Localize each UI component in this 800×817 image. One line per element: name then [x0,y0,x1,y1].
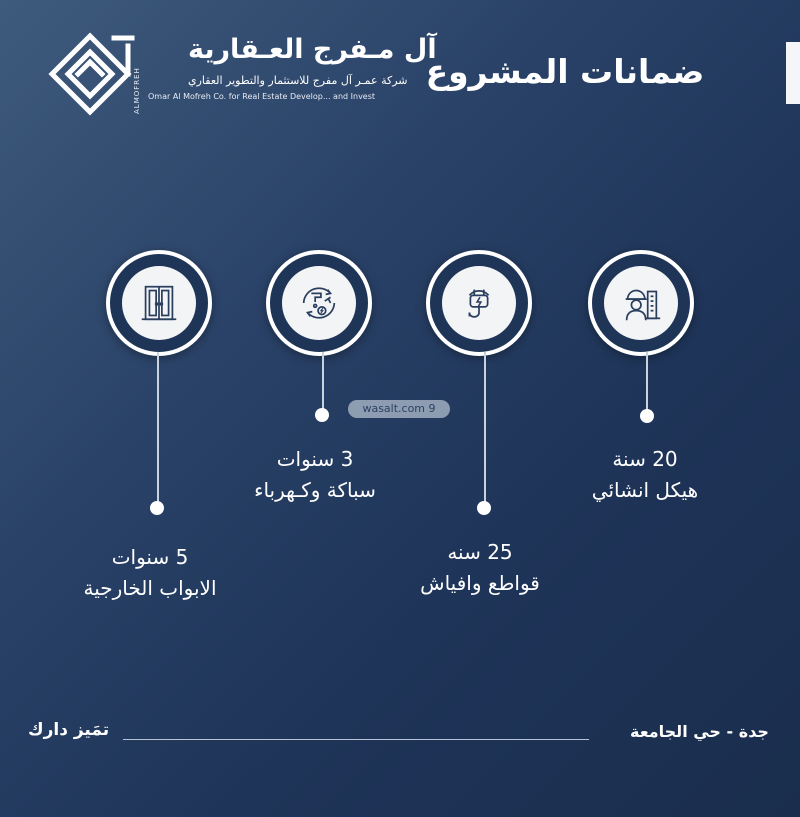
connector-dot [150,501,164,515]
guarantee-duration: 25 سنه [447,540,513,564]
logo-subtitle-english: Omar Al Mofreh Co. for Real Estate Develop... and Invest [148,92,376,101]
guarantee-duration: 3 سنوات [276,447,354,471]
connector-dot [477,501,491,515]
footer-slogan: تمَيز دارك [28,720,110,740]
guarantee-breakers [390,537,570,599]
footer-location: جدة - حي الجامعة [630,722,769,741]
guarantee-duration: 20 سنة [612,447,678,471]
guarantee-item: الابواب الخارجية [83,576,217,600]
electric-plug-icon [456,280,502,326]
company-logo [40,28,437,138]
guarantee-item: سباكة وكـهرباء [254,478,376,502]
guarantee-item: هيكل انشائي [591,478,699,502]
plumbing-electricity-icon [296,280,342,326]
door-icon [136,280,182,326]
footer-divider [123,739,589,740]
guarantee-circle-structure [588,250,694,356]
guarantee-item: قواطع وافياش [420,571,540,595]
guarantee-circle-doors [106,250,212,356]
connector-line [484,352,486,509]
connector-line [157,352,159,510]
connector-line [646,352,648,416]
guarantee-circle-plumbing [266,250,372,356]
guarantee-circle-breakers [426,250,532,356]
connector-dot [315,408,329,422]
logo-mark-icon [40,28,140,128]
accent-bar [786,42,800,104]
guarantee-structure [560,444,730,506]
guarantee-plumbing [230,444,400,506]
logo-brand: ALMOFREH [133,67,141,114]
logo-name: آل مـفرج العـقارية [188,34,437,65]
connector-line [322,352,324,414]
guarantee-duration: 5 سنوات [111,545,189,569]
connector-dot [640,409,654,423]
guarantee-doors [60,542,240,604]
page-title: ضمانات المشروع [425,52,705,91]
watermark: wasalt.com 9 [348,400,450,418]
logo-subtitle-arabic: شركة عمـر آل مفرج للاستثمار والتطوير العقاري [188,74,408,87]
construction-worker-icon [618,280,664,326]
